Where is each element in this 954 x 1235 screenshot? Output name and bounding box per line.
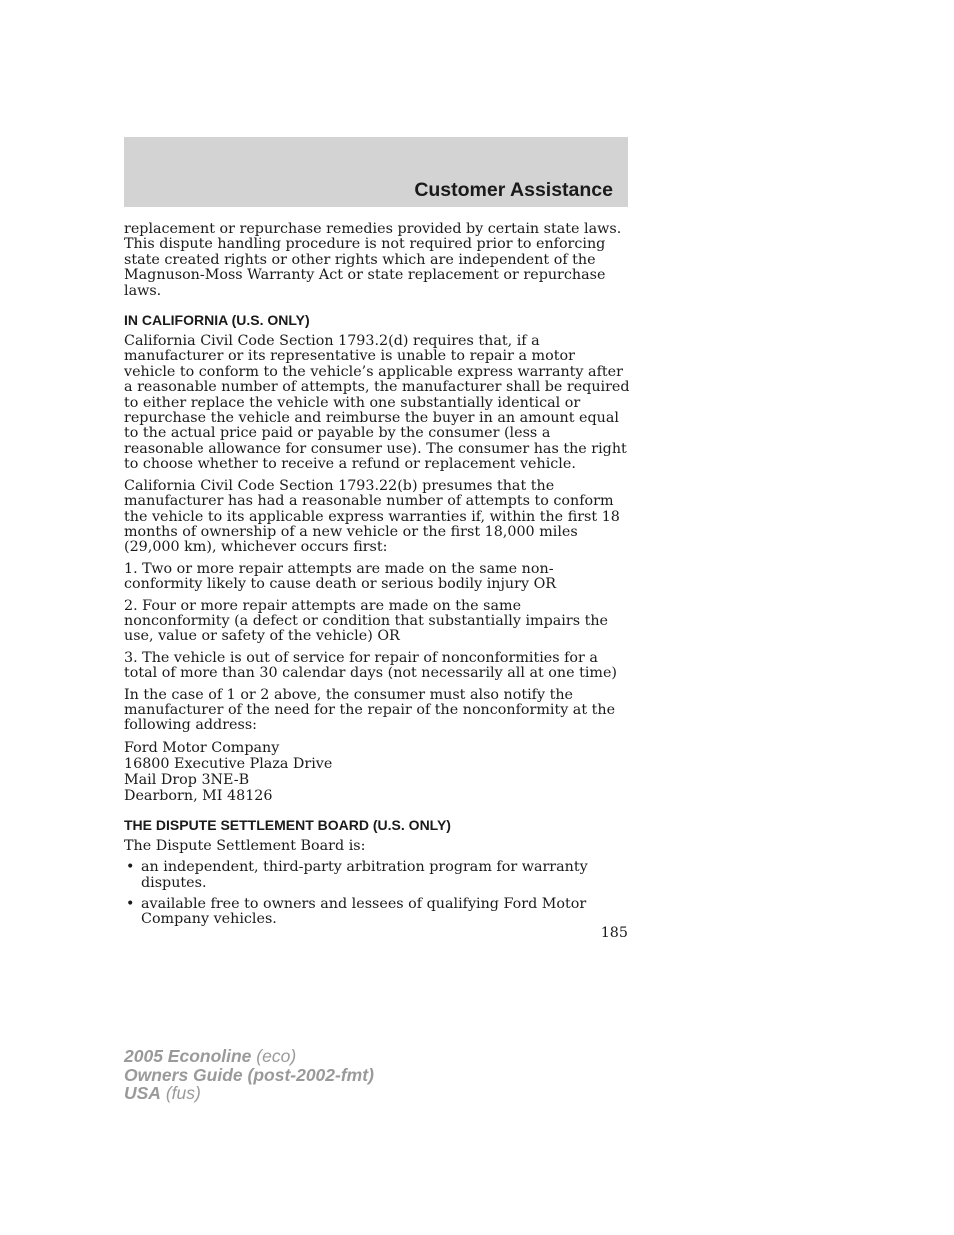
california-paragraph-3: In the case of 1 or 2 above, the consumer must also notify the manufacturer of the need for the repair of the nonconformity at the following address: bbox=[124, 686, 616, 734]
section-header-band bbox=[124, 137, 628, 207]
document-footer bbox=[124, 1047, 374, 1103]
page-content bbox=[124, 222, 630, 934]
footer-model: 2005 Econoline bbox=[124, 1046, 252, 1066]
footer-market: USA bbox=[124, 1083, 161, 1103]
dispute-board-heading: THE DISPUTE SETTLEMENT BOARD (U.S. ONLY) bbox=[124, 816, 451, 833]
address-line: Ford Motor Company bbox=[124, 739, 280, 756]
list-item: • an independent, third-party arbitration program for warranty disputes. bbox=[124, 860, 630, 891]
page-number: 185 bbox=[600, 925, 628, 941]
address-line: 16800 Executive Plaza Drive bbox=[124, 755, 333, 772]
numbered-item-2: 2. Four or more repair attempts are made on the same nonconformity (a defect or condition that substantially impairs the use, value or safety of the vehicle) OR bbox=[124, 597, 608, 645]
list-item: • available free to owners and lessees of qualifying Ford Motor Company vehicles. bbox=[124, 897, 630, 928]
dispute-board-intro: The Dispute Settlement Board is: bbox=[124, 837, 366, 854]
california-heading: IN CALIFORNIA (U.S. ONLY) bbox=[124, 312, 310, 329]
footer-line-3 bbox=[124, 1084, 374, 1103]
intro-paragraph: replacement or repurchase remedies provided by certain state laws. This dispute handling procedure is not required prior to enforcing state created rights or other rights which are independent of the Magnuson-Moss Warranty Act or state replacement or repurchase laws. bbox=[124, 221, 622, 299]
california-paragraph-1: California Civil Code Section 1793.2(d) requires that, if a manufacturer or its representative is unable to repair a motor vehicle to conform to the vehicle’s applicable express warranty after a reasonable number of attempts, the manufacturer shall be required to either replace the vehicle with one substantially identical or repurchase the vehicle and reimburse the buyer in an amount equal to the actual price paid or payable by the consumer (less a reasonable allowance for consumer use). The consumer has the right to choose whether to receive a refund or replacement vehicle. bbox=[124, 333, 630, 473]
footer-line-1 bbox=[124, 1047, 374, 1066]
dispute-board-list bbox=[124, 860, 630, 928]
address-line: Dearborn, MI 48126 bbox=[124, 787, 273, 804]
footer-market-code: (fus) bbox=[165, 1083, 201, 1103]
footer-guide: Owners Guide (post-2002-fmt) bbox=[124, 1064, 374, 1085]
footer-model-code: (eco) bbox=[256, 1046, 297, 1066]
address-line: Mail Drop 3NE-B bbox=[124, 771, 250, 788]
numbered-item-1: 1. Two or more repair attempts are made on the same non-conformity likely to cause death or serious bodily injury OR bbox=[124, 560, 557, 593]
section-title: Customer Assistance bbox=[414, 179, 613, 201]
numbered-item-3: 3. The vehicle is out of service for repair of nonconformities for a total of more than 30 calendar days (not necessarily all at one time) bbox=[124, 649, 617, 682]
mailing-address bbox=[124, 740, 630, 804]
california-paragraph-2: California Civil Code Section 1793.22(b) presumes that the manufacturer has had a reasonable number of attempts to conform the vehicle to its applicable express warranties if, within the first 18 months of ownership of a new vehicle or the first 18,000 miles (29,000 km), whichever occurs first: bbox=[124, 477, 620, 556]
footer-line-2 bbox=[124, 1066, 374, 1085]
